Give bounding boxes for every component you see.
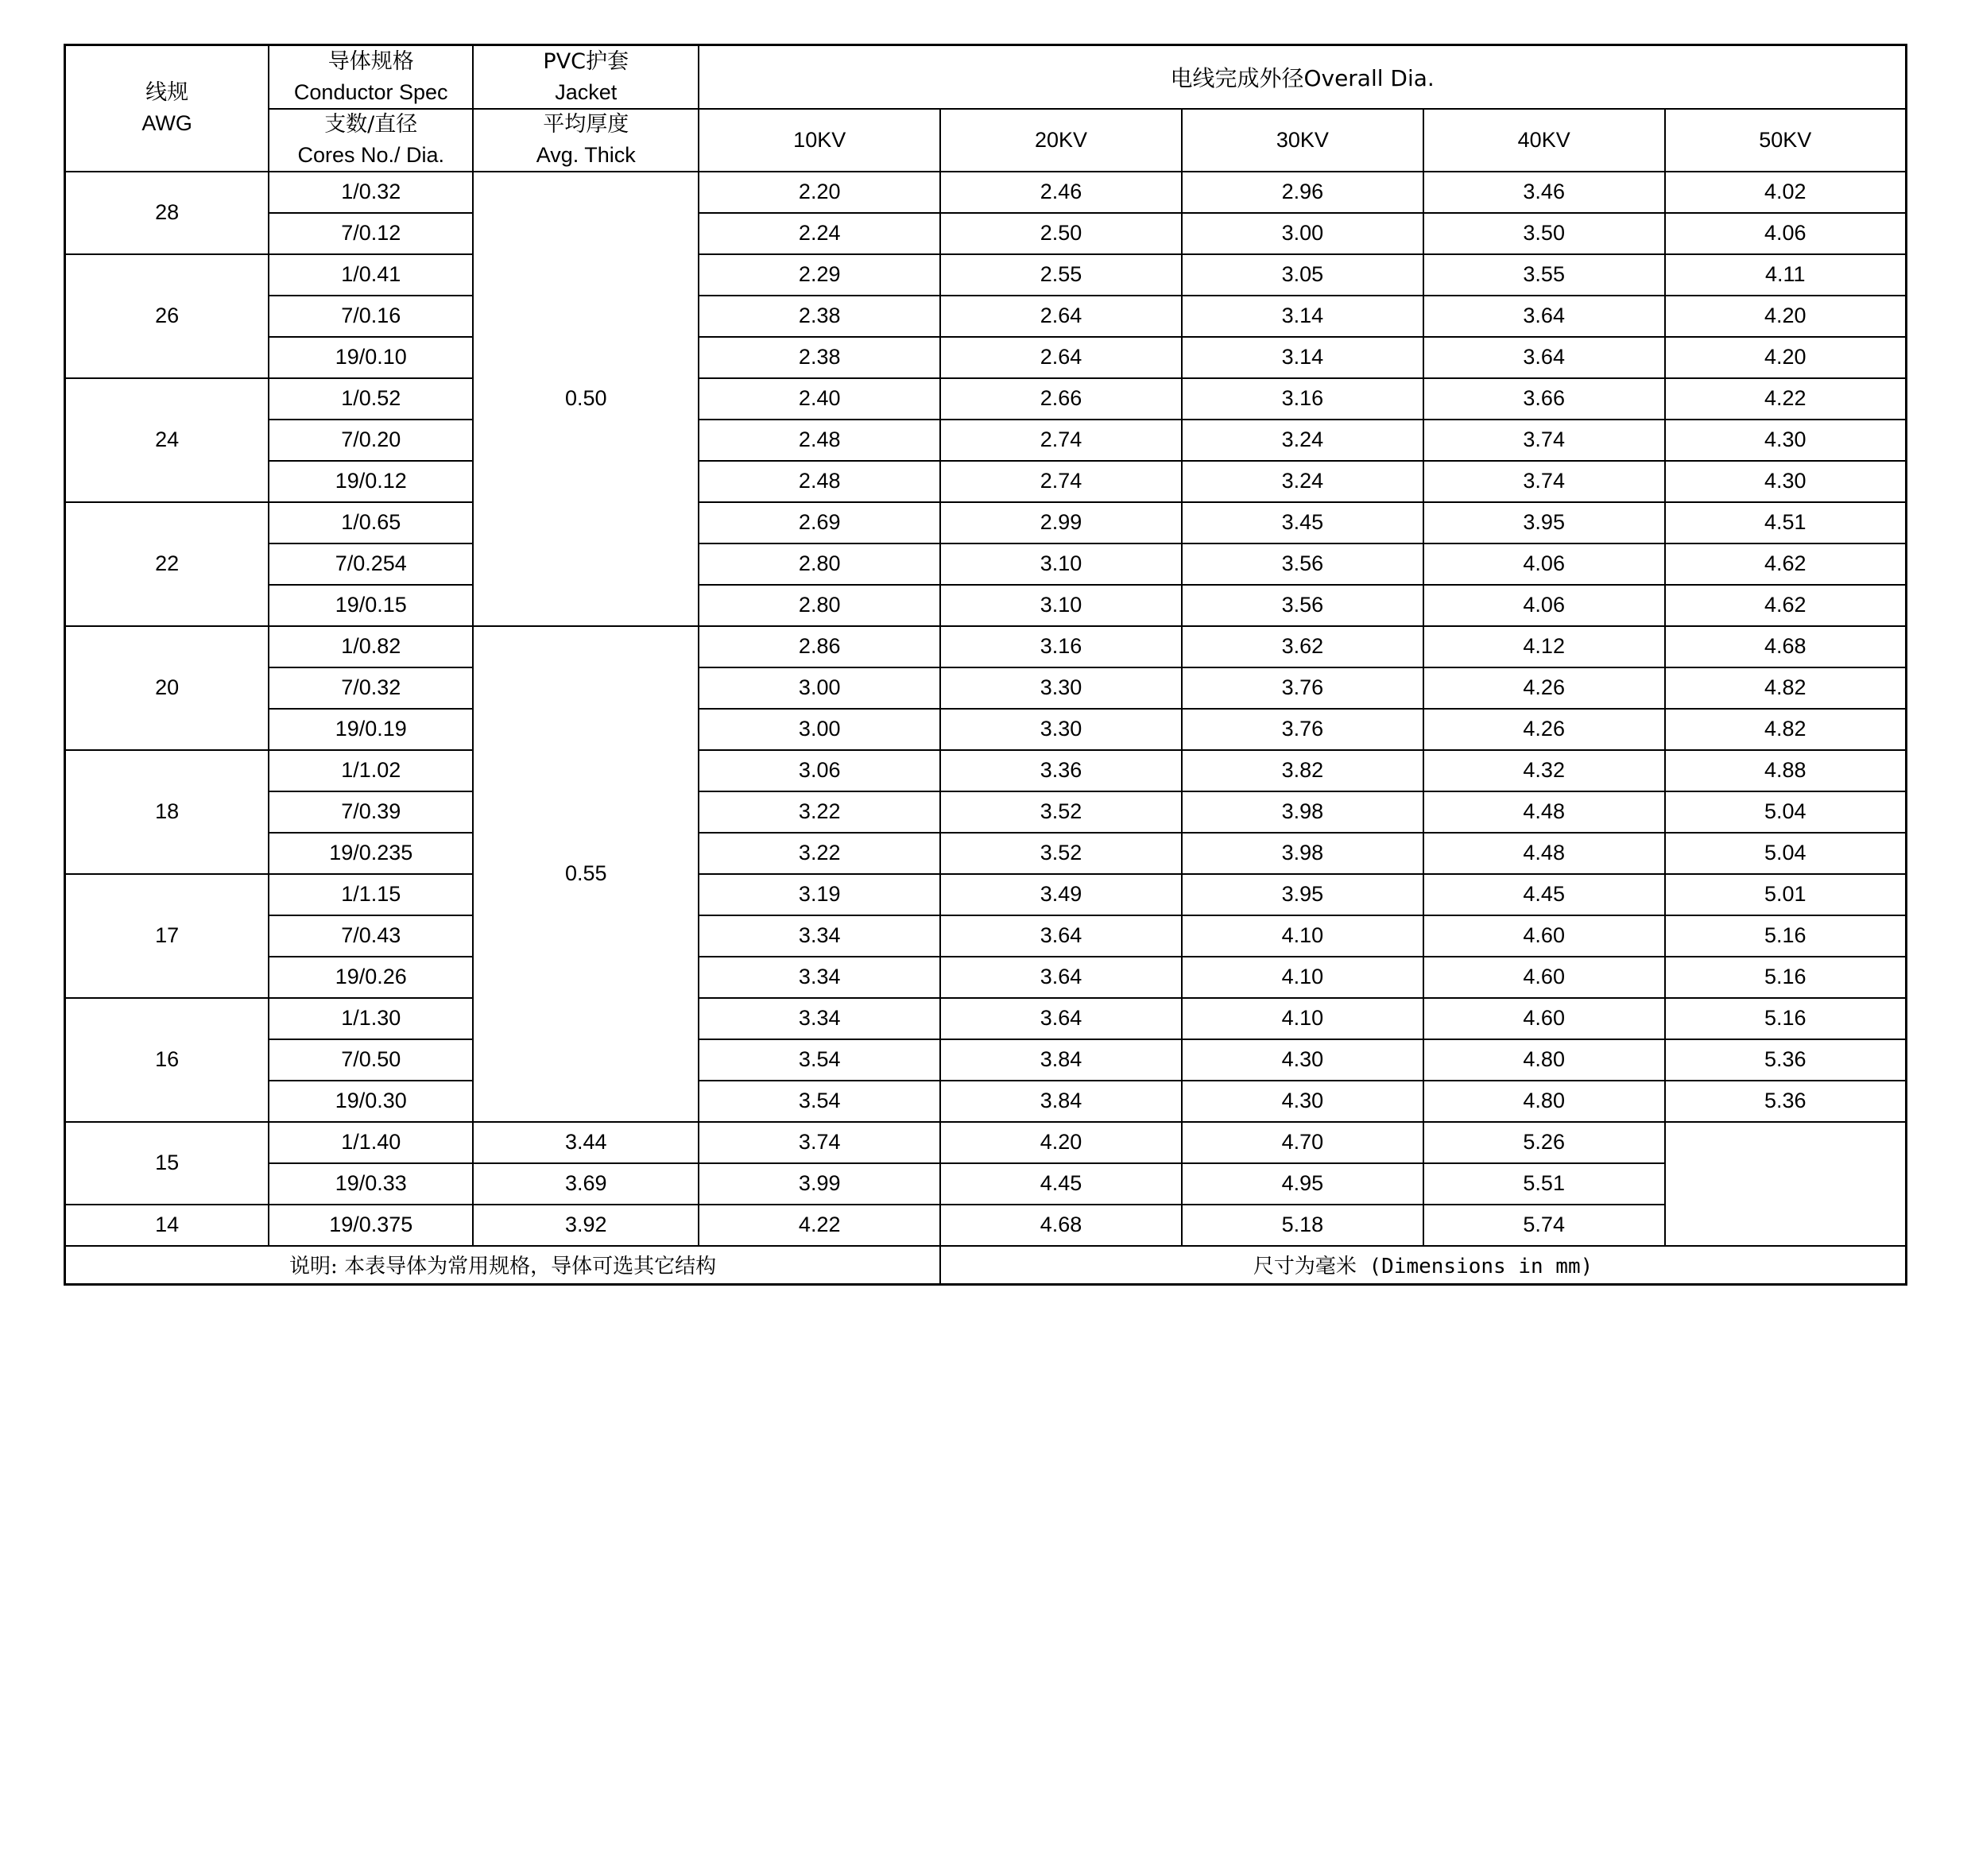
- conductor-cell: 1/0.32: [269, 172, 473, 213]
- header-conductor-spec: 导体规格 Conductor Spec: [269, 45, 473, 110]
- table-row: [65, 750, 1907, 791]
- conductor-cell: 1/0.52: [269, 378, 473, 420]
- table-row: [65, 791, 1907, 833]
- overall-dia-cell-30kv: 4.30: [1182, 1081, 1423, 1122]
- footer-note-left: 说明: 本表导体为常用规格，导体可选其它结构: [65, 1246, 941, 1285]
- table-row: [65, 874, 1907, 915]
- overall-dia-cell-10kv: 2.29: [699, 254, 940, 296]
- overall-dia-cell-40kv: 4.06: [1423, 543, 1665, 585]
- table-row: [65, 957, 1907, 998]
- awg-cell: 18: [65, 750, 269, 874]
- awg-cell: 20: [65, 626, 269, 750]
- table-row: [65, 1163, 1907, 1205]
- overall-dia-cell-30kv: 3.24: [1182, 420, 1423, 461]
- header-jacket: PVC护套 Jacket: [473, 45, 699, 110]
- overall-dia-cell-10kv: 3.34: [699, 998, 940, 1039]
- overall-dia-cell-20kv: 3.74: [699, 1122, 940, 1163]
- overall-dia-cell-40kv: 3.95: [1423, 502, 1665, 543]
- overall-dia-cell-50kv: 5.16: [1665, 998, 1907, 1039]
- overall-dia-cell-50kv: 4.06: [1665, 213, 1907, 254]
- header-overall-dia: 电线完成外径Overall Dia.: [699, 45, 1906, 110]
- overall-dia-cell-40kv: 4.60: [1423, 957, 1665, 998]
- overall-dia-cell-40kv: 4.70: [1182, 1122, 1423, 1163]
- table-wrapper: [64, 44, 1907, 1286]
- table-row: [65, 833, 1907, 874]
- header-voltage-10kv: 10KV: [699, 109, 940, 172]
- overall-dia-cell-40kv: 4.60: [1423, 998, 1665, 1039]
- table-row: [65, 667, 1907, 709]
- header-jacket-sub: 平均厚度 Avg. Thick: [473, 109, 699, 172]
- overall-dia-cell-20kv: 3.49: [940, 874, 1182, 915]
- overall-dia-cell-40kv: 4.95: [1182, 1163, 1423, 1205]
- overall-dia-cell-10kv: 3.34: [699, 957, 940, 998]
- overall-dia-cell-50kv: 5.16: [1665, 915, 1907, 957]
- overall-dia-cell-30kv: 3.45: [1182, 502, 1423, 543]
- overall-dia-cell-40kv: 3.64: [1423, 296, 1665, 337]
- overall-dia-cell-40kv: 3.46: [1423, 172, 1665, 213]
- conductor-cell: 19/0.12: [269, 461, 473, 502]
- conductor-cell: 1/0.65: [269, 502, 473, 543]
- overall-dia-cell-20kv: 3.30: [940, 667, 1182, 709]
- overall-dia-cell-10kv: 3.06: [699, 750, 940, 791]
- wire-spec-table: [64, 44, 1907, 1286]
- header-voltage-30kv: 30KV: [1182, 109, 1423, 172]
- table-row: [65, 337, 1907, 378]
- overall-dia-cell-50kv: 4.82: [1665, 667, 1907, 709]
- overall-dia-cell-20kv: 3.16: [940, 626, 1182, 667]
- overall-dia-cell-30kv: 3.98: [1182, 791, 1423, 833]
- overall-dia-cell-30kv: 3.82: [1182, 750, 1423, 791]
- overall-dia-cell-30kv: 3.76: [1182, 709, 1423, 750]
- overall-dia-cell-50kv: 5.04: [1665, 791, 1907, 833]
- overall-dia-cell-50kv: 4.62: [1665, 543, 1907, 585]
- footer-note-right: 尺寸为毫米 (Dimensions in mm): [940, 1246, 1906, 1285]
- table-row: [65, 254, 1907, 296]
- overall-dia-cell-30kv: 3.76: [1182, 667, 1423, 709]
- overall-dia-cell-30kv: 3.56: [1182, 543, 1423, 585]
- conductor-cell: 19/0.33: [269, 1163, 473, 1205]
- header-awg: 线规 AWG: [65, 45, 269, 172]
- table-row: [65, 1081, 1907, 1122]
- overall-dia-cell-20kv: 2.64: [940, 296, 1182, 337]
- awg-cell: 24: [65, 378, 269, 502]
- overall-dia-cell-20kv: 2.50: [940, 213, 1182, 254]
- table-footer: [65, 1246, 1907, 1285]
- awg-cell: 26: [65, 254, 269, 378]
- awg-cell: 16: [65, 998, 269, 1122]
- overall-dia-cell-20kv: 3.36: [940, 750, 1182, 791]
- overall-dia-cell-10kv: 2.20: [699, 172, 940, 213]
- overall-dia-cell-10kv: 3.00: [699, 667, 940, 709]
- overall-dia-cell-30kv: 3.16: [1182, 378, 1423, 420]
- overall-dia-cell-40kv: 5.18: [1182, 1205, 1423, 1246]
- overall-dia-cell-20kv: 3.64: [940, 915, 1182, 957]
- overall-dia-cell-50kv: 4.20: [1665, 337, 1907, 378]
- overall-dia-cell-50kv: 5.01: [1665, 874, 1907, 915]
- overall-dia-cell-30kv: 3.24: [1182, 461, 1423, 502]
- overall-dia-cell-30kv: 4.68: [940, 1205, 1182, 1246]
- table-row: [65, 1039, 1907, 1081]
- conductor-cell: 19/0.19: [269, 709, 473, 750]
- footer-note-row: [65, 1246, 1907, 1285]
- conductor-cell: 1/1.02: [269, 750, 473, 791]
- overall-dia-cell-30kv: 4.30: [1182, 1039, 1423, 1081]
- overall-dia-cell-20kv: 2.46: [940, 172, 1182, 213]
- conductor-cell: 19/0.235: [269, 833, 473, 874]
- jacket-thickness-cell: 0.55: [473, 626, 699, 1122]
- overall-dia-cell-30kv: 3.05: [1182, 254, 1423, 296]
- table-row: [65, 1122, 1907, 1163]
- overall-dia-cell-40kv: 4.80: [1423, 1039, 1665, 1081]
- overall-dia-cell-20kv: 3.52: [940, 833, 1182, 874]
- conductor-cell: 7/0.43: [269, 915, 473, 957]
- conductor-cell: 19/0.10: [269, 337, 473, 378]
- overall-dia-cell-40kv: 4.32: [1423, 750, 1665, 791]
- overall-dia-cell-40kv: 4.26: [1423, 709, 1665, 750]
- overall-dia-cell-50kv: 4.11: [1665, 254, 1907, 296]
- header-voltage-50kv: 50KV: [1665, 109, 1907, 172]
- overall-dia-cell-40kv: 4.48: [1423, 833, 1665, 874]
- overall-dia-cell-40kv: 4.45: [1423, 874, 1665, 915]
- overall-dia-cell-50kv: 5.04: [1665, 833, 1907, 874]
- overall-dia-cell-20kv: 3.10: [940, 543, 1182, 585]
- header-row-groups: [65, 45, 1907, 110]
- overall-dia-cell-10kv: 2.38: [699, 337, 940, 378]
- conductor-cell: 19/0.30: [269, 1081, 473, 1122]
- overall-dia-cell-50kv: 5.16: [1665, 957, 1907, 998]
- table-row: [65, 998, 1907, 1039]
- conductor-cell: 7/0.32: [269, 667, 473, 709]
- overall-dia-cell-10kv: 3.54: [699, 1039, 940, 1081]
- overall-dia-cell-40kv: 4.60: [1423, 915, 1665, 957]
- overall-dia-cell-50kv: 4.30: [1665, 420, 1907, 461]
- table-row: [65, 585, 1907, 626]
- conductor-cell: 7/0.39: [269, 791, 473, 833]
- table-row: [65, 543, 1907, 585]
- table-header: [65, 45, 1907, 172]
- overall-dia-cell-30kv: 4.45: [940, 1163, 1182, 1205]
- overall-dia-cell-30kv: 3.14: [1182, 337, 1423, 378]
- table-row: [65, 420, 1907, 461]
- table-row: [65, 296, 1907, 337]
- overall-dia-cell-10kv: 3.22: [699, 791, 940, 833]
- jacket-thickness-cell: 0.50: [473, 172, 699, 626]
- overall-dia-cell-20kv: 2.74: [940, 420, 1182, 461]
- overall-dia-cell-10kv: 3.00: [699, 709, 940, 750]
- overall-dia-cell-20kv: 3.84: [940, 1081, 1182, 1122]
- awg-cell: 14: [65, 1205, 269, 1246]
- overall-dia-cell-20kv: 2.66: [940, 378, 1182, 420]
- overall-dia-cell-40kv: 4.26: [1423, 667, 1665, 709]
- header-conductor-sub: 支数/直径 Cores No./ Dia.: [269, 109, 473, 172]
- awg-cell: 15: [65, 1122, 269, 1205]
- overall-dia-cell-50kv: 4.51: [1665, 502, 1907, 543]
- overall-dia-cell-10kv: 2.38: [699, 296, 940, 337]
- conductor-cell: 19/0.375: [269, 1205, 473, 1246]
- overall-dia-cell-10kv: 3.19: [699, 874, 940, 915]
- overall-dia-cell-10kv: 3.34: [699, 915, 940, 957]
- overall-dia-cell-40kv: 3.66: [1423, 378, 1665, 420]
- overall-dia-cell-20kv: 2.74: [940, 461, 1182, 502]
- overall-dia-cell-10kv: 2.24: [699, 213, 940, 254]
- overall-dia-cell-10kv: 3.22: [699, 833, 940, 874]
- awg-cell: 22: [65, 502, 269, 626]
- overall-dia-cell-10kv: 2.40: [699, 378, 940, 420]
- table-row: [65, 172, 1907, 213]
- overall-dia-cell-50kv: 4.62: [1665, 585, 1907, 626]
- overall-dia-cell-50kv: 4.68: [1665, 626, 1907, 667]
- overall-dia-cell-50kv: 5.74: [1423, 1205, 1665, 1246]
- conductor-cell: 1/1.40: [269, 1122, 473, 1163]
- table-body: [65, 172, 1907, 1246]
- overall-dia-cell-20kv: 3.64: [940, 998, 1182, 1039]
- overall-dia-cell-20kv: 3.84: [940, 1039, 1182, 1081]
- overall-dia-cell-20kv: 3.30: [940, 709, 1182, 750]
- overall-dia-cell-40kv: 3.55: [1423, 254, 1665, 296]
- conductor-cell: 1/0.82: [269, 626, 473, 667]
- overall-dia-cell-10kv: 2.48: [699, 461, 940, 502]
- overall-dia-cell-40kv: 3.64: [1423, 337, 1665, 378]
- overall-dia-cell-20kv: 4.22: [699, 1205, 940, 1246]
- table-row: [65, 461, 1907, 502]
- overall-dia-cell-20kv: 3.10: [940, 585, 1182, 626]
- overall-dia-cell-30kv: 3.95: [1182, 874, 1423, 915]
- overall-dia-cell-30kv: 4.20: [940, 1122, 1182, 1163]
- overall-dia-cell-30kv: 4.10: [1182, 957, 1423, 998]
- overall-dia-cell-20kv: 3.64: [940, 957, 1182, 998]
- header-voltage-40kv: 40KV: [1423, 109, 1665, 172]
- overall-dia-cell-10kv: 3.44: [473, 1122, 699, 1163]
- conductor-cell: 19/0.26: [269, 957, 473, 998]
- overall-dia-cell-40kv: 4.80: [1423, 1081, 1665, 1122]
- table-row: [65, 709, 1907, 750]
- overall-dia-cell-30kv: 3.00: [1182, 213, 1423, 254]
- overall-dia-cell-20kv: 2.99: [940, 502, 1182, 543]
- overall-dia-cell-50kv: 4.88: [1665, 750, 1907, 791]
- overall-dia-cell-20kv: 2.55: [940, 254, 1182, 296]
- overall-dia-cell-30kv: 4.10: [1182, 915, 1423, 957]
- header-row-sub: [65, 109, 1907, 172]
- conductor-cell: 7/0.254: [269, 543, 473, 585]
- awg-cell: 17: [65, 874, 269, 998]
- overall-dia-cell-40kv: 4.06: [1423, 585, 1665, 626]
- overall-dia-cell-20kv: 3.52: [940, 791, 1182, 833]
- overall-dia-cell-50kv: 5.51: [1423, 1163, 1665, 1205]
- overall-dia-cell-10kv: 3.54: [699, 1081, 940, 1122]
- overall-dia-cell-30kv: 3.98: [1182, 833, 1423, 874]
- overall-dia-cell-50kv: 5.36: [1665, 1081, 1907, 1122]
- overall-dia-cell-50kv: 5.26: [1423, 1122, 1665, 1163]
- conductor-cell: 19/0.15: [269, 585, 473, 626]
- overall-dia-cell-10kv: 3.92: [473, 1205, 699, 1246]
- overall-dia-cell-30kv: 3.62: [1182, 626, 1423, 667]
- overall-dia-cell-30kv: 2.96: [1182, 172, 1423, 213]
- conductor-cell: 7/0.50: [269, 1039, 473, 1081]
- overall-dia-cell-10kv: 2.69: [699, 502, 940, 543]
- overall-dia-cell-10kv: 3.69: [473, 1163, 699, 1205]
- table-row: [65, 915, 1907, 957]
- overall-dia-cell-30kv: 3.56: [1182, 585, 1423, 626]
- overall-dia-cell-10kv: 2.86: [699, 626, 940, 667]
- conductor-cell: 1/1.15: [269, 874, 473, 915]
- overall-dia-cell-10kv: 2.80: [699, 543, 940, 585]
- table-row: [65, 626, 1907, 667]
- overall-dia-cell-50kv: 4.02: [1665, 172, 1907, 213]
- overall-dia-cell-50kv: 5.36: [1665, 1039, 1907, 1081]
- overall-dia-cell-40kv: 3.74: [1423, 420, 1665, 461]
- overall-dia-cell-40kv: 4.48: [1423, 791, 1665, 833]
- conductor-cell: 1/1.30: [269, 998, 473, 1039]
- conductor-cell: 7/0.20: [269, 420, 473, 461]
- overall-dia-cell-20kv: 3.99: [699, 1163, 940, 1205]
- table-row: [65, 1205, 1907, 1246]
- conductor-cell: 1/0.41: [269, 254, 473, 296]
- table-row: [65, 378, 1907, 420]
- overall-dia-cell-40kv: 3.50: [1423, 213, 1665, 254]
- overall-dia-cell-10kv: 2.48: [699, 420, 940, 461]
- overall-dia-cell-20kv: 2.64: [940, 337, 1182, 378]
- overall-dia-cell-50kv: 4.82: [1665, 709, 1907, 750]
- overall-dia-cell-10kv: 2.80: [699, 585, 940, 626]
- overall-dia-cell-40kv: 3.74: [1423, 461, 1665, 502]
- awg-cell: 28: [65, 172, 269, 254]
- overall-dia-cell-50kv: 4.22: [1665, 378, 1907, 420]
- overall-dia-cell-50kv: 4.30: [1665, 461, 1907, 502]
- conductor-cell: 7/0.16: [269, 296, 473, 337]
- table-row: [65, 213, 1907, 254]
- table-row: [65, 502, 1907, 543]
- conductor-cell: 7/0.12: [269, 213, 473, 254]
- overall-dia-cell-50kv: 4.20: [1665, 296, 1907, 337]
- overall-dia-cell-40kv: 4.12: [1423, 626, 1665, 667]
- overall-dia-cell-30kv: 3.14: [1182, 296, 1423, 337]
- header-voltage-20kv: 20KV: [940, 109, 1182, 172]
- overall-dia-cell-30kv: 4.10: [1182, 998, 1423, 1039]
